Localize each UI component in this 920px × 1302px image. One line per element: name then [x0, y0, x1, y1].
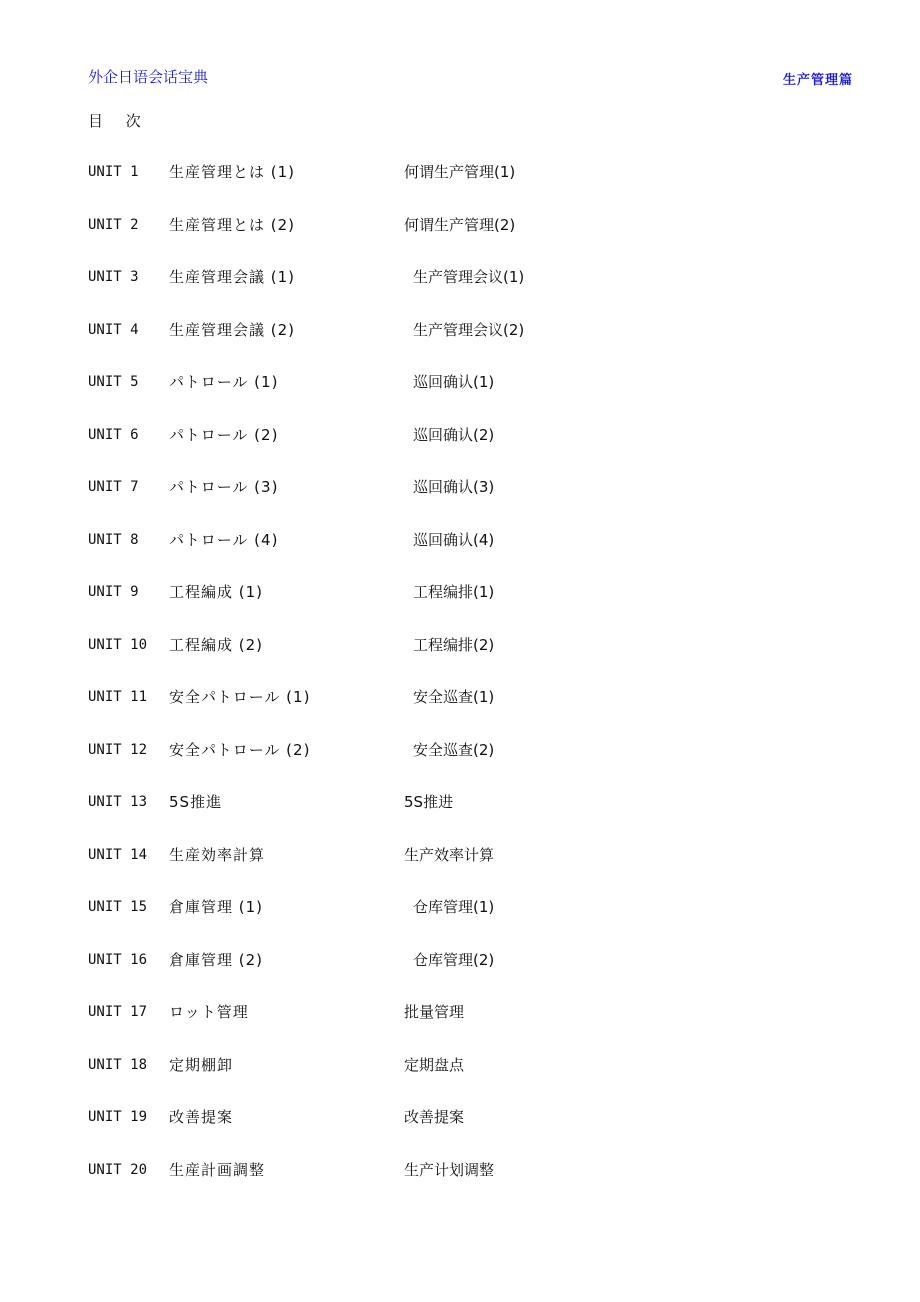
table-of-contents	[0, 162, 920, 1212]
toc-chinese-title: 仓库管理(2)	[413, 950, 495, 969]
toc-japanese-title: パトロール (1)	[169, 373, 279, 391]
toc-unit-number: UNIT 4	[88, 321, 139, 338]
toc-chinese-title: 工程编排(1)	[413, 583, 495, 601]
toc-chinese-title: 5S推进	[404, 793, 454, 811]
toc-row	[0, 950, 920, 1003]
toc-japanese-title: パトロール (4)	[169, 530, 279, 549]
toc-unit-number: UNIT 14	[88, 846, 148, 863]
toc-japanese-title: 倉庫管理 (1)	[169, 898, 264, 916]
toc-row	[0, 1055, 920, 1108]
toc-chinese-title: 生产管理会议(1)	[413, 268, 525, 286]
toc-row	[0, 425, 920, 478]
toc-row	[0, 530, 920, 583]
toc-unit-number: UNIT 7	[88, 479, 139, 495]
toc-unit-number: UNIT 1	[88, 164, 139, 180]
toc-unit-number: UNIT 16	[88, 951, 148, 968]
header-left-title: 外企日语会话宝典	[88, 68, 209, 86]
toc-unit-number: UNIT 6	[88, 426, 139, 443]
toc-unit-number: UNIT 15	[88, 899, 148, 915]
toc-row	[0, 740, 920, 793]
toc-japanese-title: 生産管理とは (1)	[169, 163, 296, 181]
toc-row	[0, 897, 920, 950]
toc-row	[0, 372, 920, 425]
toc-row	[0, 687, 920, 740]
toc-chinese-title: 何谓生产管理(1)	[404, 163, 516, 181]
toc-japanese-title: 改善提案	[169, 1108, 234, 1126]
toc-chinese-title: 安全巡查(1)	[413, 688, 495, 706]
toc-unit-number: UNIT 3	[88, 269, 139, 285]
toc-chinese-title: 巡回确认(4)	[413, 530, 495, 549]
toc-unit-number: UNIT 19	[88, 1109, 148, 1125]
toc-chinese-title: 工程编排(2)	[413, 635, 495, 654]
toc-unit-number: UNIT 13	[88, 794, 148, 810]
toc-row	[0, 1107, 920, 1160]
toc-japanese-title: ロット管理	[169, 1003, 249, 1021]
toc-unit-number: UNIT 17	[88, 1004, 148, 1020]
toc-chinese-title: 巡回确认(2)	[413, 425, 495, 444]
toc-row	[0, 582, 920, 635]
toc-japanese-title: 定期棚卸	[169, 1055, 234, 1074]
toc-unit-number: UNIT 18	[88, 1056, 148, 1073]
toc-japanese-title: 生産効率計算	[169, 845, 266, 864]
toc-japanese-title: 安全パトロール (1)	[169, 688, 311, 706]
toc-japanese-title: 倉庫管理 (2)	[169, 950, 264, 969]
toc-unit-number: UNIT 20	[88, 1161, 148, 1178]
toc-japanese-title: 生産管理会議 (2)	[169, 320, 296, 339]
toc-japanese-title: 工程編成 (1)	[169, 583, 264, 601]
header-right-title: 生产管理篇	[783, 73, 854, 88]
toc-chinese-title: 生产计划调整	[404, 1160, 495, 1179]
toc-japanese-title: パトロール (2)	[169, 425, 279, 444]
toc-chinese-title: 安全巡查(2)	[413, 740, 495, 759]
toc-row	[0, 1160, 920, 1213]
toc-unit-number: UNIT 12	[88, 741, 148, 758]
toc-row	[0, 635, 920, 688]
toc-chinese-title: 改善提案	[404, 1108, 465, 1126]
toc-chinese-title: 定期盘点	[404, 1055, 465, 1074]
toc-chinese-title: 仓库管理(1)	[413, 898, 495, 916]
toc-unit-number: UNIT 2	[88, 216, 139, 233]
toc-chinese-title: 生产管理会议(2)	[413, 320, 525, 339]
toc-row	[0, 215, 920, 268]
toc-chinese-title: 何谓生产管理(2)	[404, 215, 516, 234]
toc-japanese-title: 生産計画調整	[169, 1160, 266, 1179]
toc-unit-number: UNIT 9	[88, 584, 139, 600]
toc-japanese-title: 5S推進	[169, 793, 223, 811]
toc-row	[0, 792, 920, 845]
toc-japanese-title: 生産管理とは (2)	[169, 215, 296, 234]
toc-japanese-title: 生産管理会議 (1)	[169, 268, 296, 286]
toc-unit-number: UNIT 11	[88, 689, 148, 705]
toc-row	[0, 1002, 920, 1055]
toc-chinese-title: 批量管理	[404, 1003, 465, 1021]
toc-chinese-title: 巡回确认(3)	[413, 478, 495, 496]
toc-row	[0, 845, 920, 898]
toc-japanese-title: パトロール (3)	[169, 478, 279, 496]
toc-chinese-title: 生产效率计算	[404, 845, 495, 864]
toc-title: 目 次	[88, 112, 150, 130]
toc-japanese-title: 安全パトロール (2)	[169, 740, 311, 759]
toc-chinese-title: 巡回确认(1)	[413, 373, 495, 391]
toc-unit-number: UNIT 5	[88, 374, 139, 390]
toc-row	[0, 267, 920, 320]
toc-row	[0, 477, 920, 530]
toc-row	[0, 162, 920, 215]
toc-japanese-title: 工程編成 (2)	[169, 635, 264, 654]
toc-row	[0, 320, 920, 373]
toc-unit-number: UNIT 10	[88, 636, 148, 653]
toc-unit-number: UNIT 8	[88, 531, 139, 548]
